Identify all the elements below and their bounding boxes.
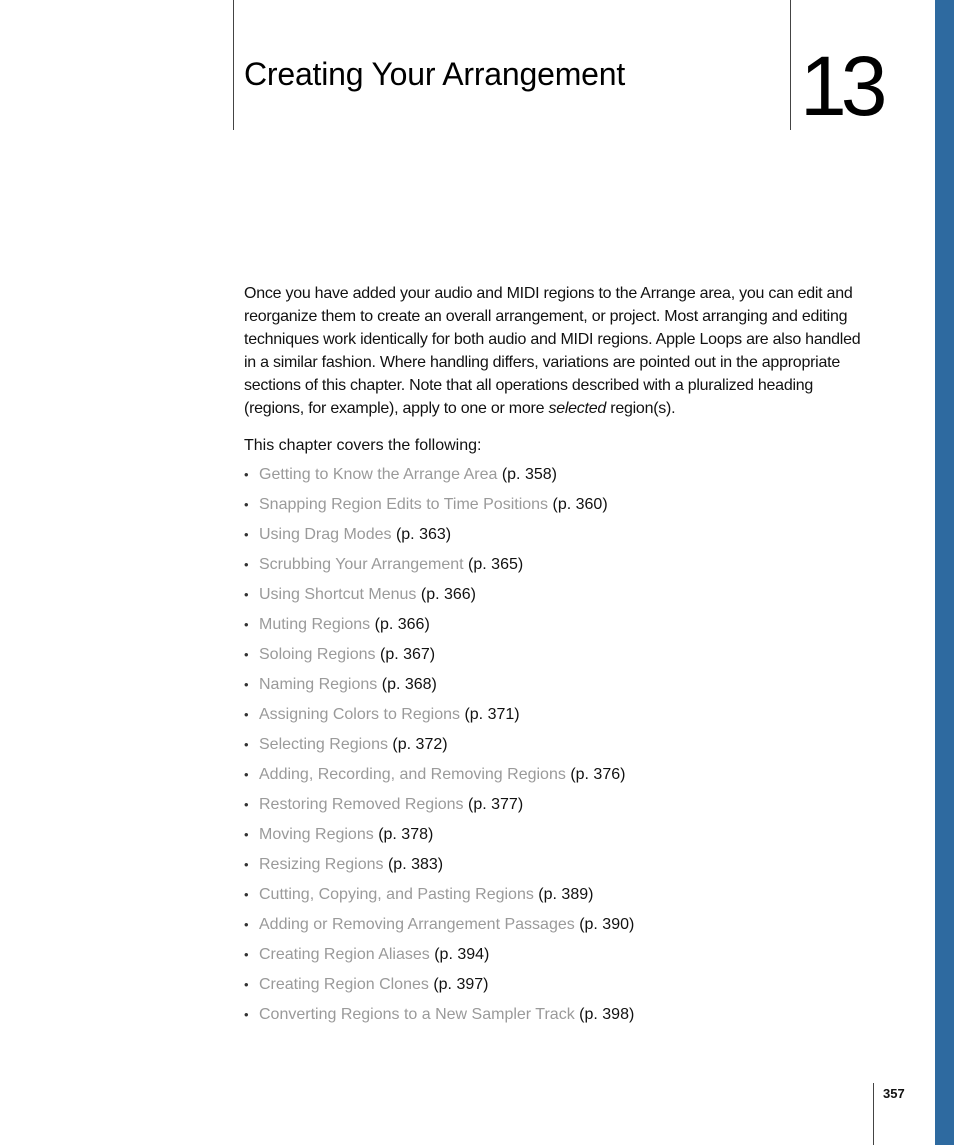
toc-page: (p. 389) [538,886,594,903]
toc-link[interactable]: Selecting Regions [259,736,388,753]
toc-item [244,763,634,793]
chapter-side-tab [935,0,954,1145]
toc-link[interactable]: Scrubbing Your Arrangement [259,556,464,573]
bullet: • [244,917,249,932]
toc-item [244,463,634,493]
bullet: • [244,887,249,902]
header-rule-right [790,0,791,130]
toc-link[interactable]: Resizing Regions [259,856,384,873]
toc-item [244,823,634,853]
toc-page: (p. 368) [381,676,437,693]
toc-item [244,853,634,883]
toc-link[interactable]: Muting Regions [259,616,371,633]
bullet: • [244,467,249,482]
bullet: • [244,587,249,602]
bullet: • [244,527,249,542]
bullet: • [244,947,249,962]
toc-link[interactable]: Snapping Region Edits to Time Positions [259,496,549,513]
bullet: • [244,647,249,662]
toc-page: (p. 394) [434,946,490,963]
toc-link[interactable]: Moving Regions [259,826,374,843]
toc-item [244,493,634,523]
toc-page: (p. 390) [579,916,635,933]
toc-item [244,583,634,613]
toc-item [244,553,634,583]
chapter-number: 13 [800,39,882,133]
toc-page: (p. 363) [395,526,452,543]
chapter-contents-list [244,463,634,1033]
toc-item [244,793,634,823]
toc-page: (p. 383) [387,856,444,873]
toc-item [244,673,634,703]
covers-label: This chapter covers the following: [244,437,482,454]
toc-link[interactable]: Getting to Know the Arrange Area [259,466,498,483]
intro-text-end: region(s). [606,400,676,417]
intro-emphasis: selected [548,400,607,417]
bullet: • [244,707,249,722]
toc-page: (p. 397) [433,976,489,993]
toc-page: (p. 366) [374,616,430,633]
bullet: • [244,557,249,572]
toc-item [244,883,634,913]
bullet: • [244,977,249,992]
bullet: • [244,497,249,512]
chapter-title: Creating Your Arrangement [244,56,626,92]
toc-link[interactable]: Cutting, Copying, and Pasting Regions [259,886,534,903]
bullet: • [244,797,249,812]
toc-page: (p. 367) [379,646,436,663]
page-number: 357 [883,1086,905,1101]
toc-link[interactable]: Using Drag Modes [259,526,392,543]
toc-item [244,1003,634,1033]
toc-link[interactable]: Using Shortcut Menus [259,586,417,603]
toc-link[interactable]: Soloing Regions [259,646,376,663]
bullet: • [244,857,249,872]
toc-item [244,913,634,943]
toc-page: (p. 366) [420,586,476,603]
toc-item [244,703,634,733]
toc-item [244,733,634,763]
toc-item [244,613,634,643]
toc-page: (p. 377) [468,796,524,813]
intro-paragraph [244,282,876,420]
toc-link[interactable]: Converting Regions to a New Sampler Track [259,1006,575,1023]
toc-link[interactable]: Creating Region Aliases [259,946,430,963]
toc-link[interactable]: Creating Region Clones [259,976,429,993]
toc-link[interactable]: Assigning Colors to Regions [259,706,460,723]
toc-page: (p. 378) [378,826,434,843]
bullet: • [244,617,249,632]
toc-item [244,523,634,553]
toc-page: (p. 398) [579,1006,635,1023]
toc-page: (p. 371) [464,706,520,723]
toc-link[interactable]: Restoring Removed Regions [259,796,464,813]
toc-link[interactable]: Adding, Recording, and Removing Regions [259,766,566,783]
footer-rule [873,1083,874,1145]
bullet: • [244,737,249,752]
intro-text: Once you have added your audio and MIDI regions to the Arrange area, you can edit and reorganize them to create an overall arrangement, or project. Most arranging and editing techniques work identically for both audio and MIDI regions. Apple Loops are also handled in a similar fashion. Where handling differs, variations are pointed out in the appropriate sections of this chapter. Note that all operations described with a pluralized heading (regions, for example), apply to one or more [244,285,861,417]
toc-item [244,643,634,673]
toc-page: (p. 360) [552,496,608,513]
toc-page: (p. 376) [570,766,626,783]
toc-page: (p. 365) [468,556,524,573]
toc-page: (p. 372) [392,736,448,753]
header-rule-left [233,0,234,130]
toc-page: (p. 358) [501,466,557,483]
bullet: • [244,767,249,782]
bullet: • [244,1007,249,1022]
toc-item [244,973,634,1003]
bullet: • [244,827,249,842]
toc-link[interactable]: Naming Regions [259,676,378,693]
bullet: • [244,677,249,692]
toc-link[interactable]: Adding or Removing Arrangement Passages [259,916,575,933]
toc-item [244,943,634,973]
